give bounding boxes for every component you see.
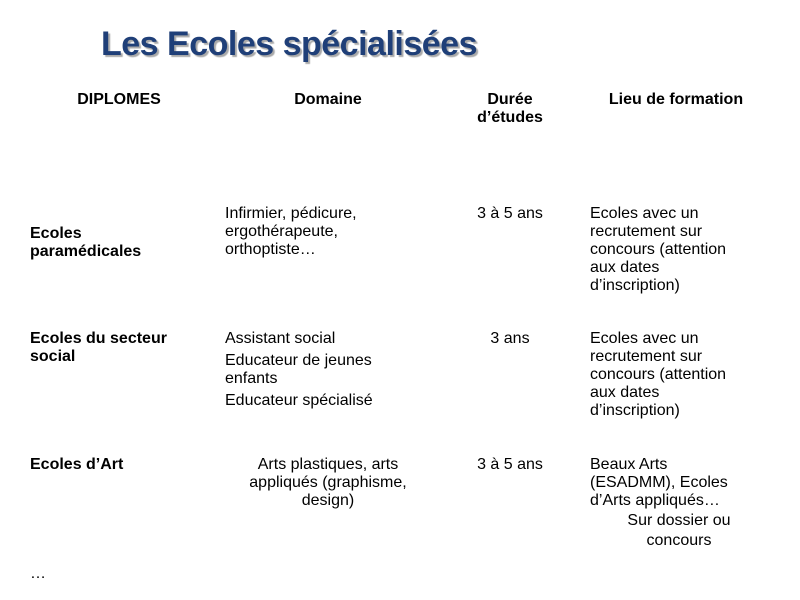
- row-lieu-social: [590, 330, 790, 420]
- lieu-line: d’inscription): [590, 277, 680, 294]
- header-lieu: Lieu de formation: [608, 91, 744, 108]
- domaine-line: orthoptiste…: [225, 241, 316, 258]
- domaine-item-assistant: Assistant social: [225, 330, 336, 347]
- row-label-art: Ecoles d’Art: [30, 456, 124, 473]
- row-label-line: social: [30, 348, 76, 365]
- lieu-line: concours (attention: [590, 241, 727, 258]
- row-domaine-paramedicales: [225, 205, 435, 259]
- domaine-line: ergothérapeute,: [225, 223, 338, 240]
- row-label-line: Ecoles: [30, 225, 82, 242]
- domaine-item-educateur-jeunes: [225, 352, 435, 388]
- lieu-line-centered: concours: [646, 532, 712, 549]
- domaine-line: Arts plastiques, arts: [257, 456, 399, 473]
- row-label-paramedicales: [30, 225, 210, 261]
- domaine-line: Infirmier, pédicure,: [225, 205, 357, 222]
- row-domaine-social: [225, 330, 435, 410]
- lieu-line-centered: Sur dossier ou: [627, 512, 731, 529]
- header-duree-line2: d’études: [477, 109, 543, 126]
- lieu-line: Ecoles avec un: [590, 205, 699, 222]
- header-duree: [450, 91, 570, 127]
- page-title: Les Ecoles spécialisées: [101, 25, 477, 63]
- header-diplomes: DIPLOMES: [77, 91, 161, 108]
- row-lieu-paramedicales: [590, 205, 790, 295]
- lieu-line: recrutement sur: [590, 348, 703, 365]
- lieu-line: Beaux Arts: [590, 456, 668, 473]
- row-label-line: Ecoles du secteur: [30, 330, 167, 347]
- domaine-line: appliqués (graphisme,: [249, 474, 407, 491]
- row-domaine-art: [228, 456, 428, 510]
- ellipsis-text: …: [30, 565, 46, 582]
- domaine-line: enfants: [225, 370, 278, 387]
- lieu-line: Ecoles avec un: [590, 330, 699, 347]
- row-label-social: [30, 330, 220, 366]
- lieu-line: aux dates: [590, 384, 660, 401]
- lieu-line: d’inscription): [590, 402, 680, 419]
- lieu-line: d’Arts appliqués…: [590, 492, 720, 509]
- row-lieu-art: [590, 456, 790, 550]
- header-domaine: Domaine: [294, 91, 362, 108]
- row-duree-paramedicales: 3 à 5 ans: [477, 205, 543, 222]
- row-duree-social: 3 ans: [490, 330, 530, 347]
- domaine-line: Educateur de jeunes: [225, 352, 372, 369]
- domaine-item-educateur-specialise: Educateur spécialisé: [225, 392, 373, 409]
- lieu-line: concours (attention: [590, 366, 727, 383]
- header-duree-line1: Durée: [487, 91, 533, 108]
- domaine-line: design): [301, 492, 355, 509]
- row-label-line: paramédicales: [30, 243, 142, 260]
- lieu-line: recrutement sur: [590, 223, 703, 240]
- lieu-line: aux dates: [590, 259, 660, 276]
- row-duree-art: 3 à 5 ans: [477, 456, 543, 473]
- lieu-line: (ESADMM), Ecoles: [590, 474, 728, 491]
